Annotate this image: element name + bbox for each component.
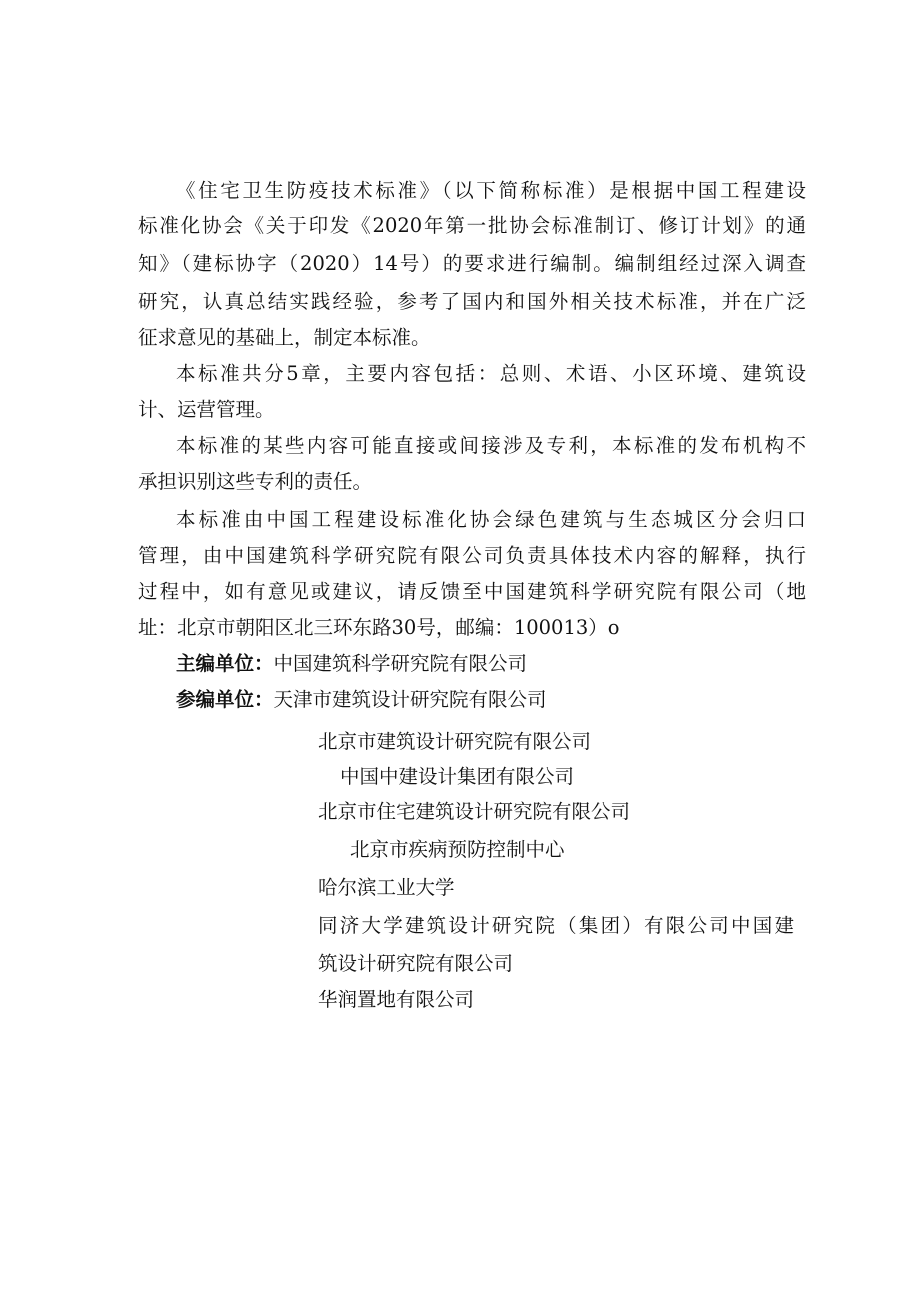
preface-p1-line-3: 知》（建标协字（2020）14号）的要求进行编制。编制组经过深入调查	[138, 252, 806, 275]
chief-editor-value: 中国建筑科学研究院有限公司	[273, 652, 528, 675]
preface-p3-line-1: 本标准的某些内容可能直接或间接涉及专利，本标准的发布机构不	[176, 434, 806, 457]
preface-p4-line-2: 管理，由中国建筑科学研究院有限公司负责具体技术内容的解释，执行	[138, 544, 806, 567]
participant-unit: 中国中建设计集团有限公司	[340, 765, 575, 788]
participant-unit: 同济大学建筑设计研究院（集团）有限公司中国建	[318, 914, 794, 937]
participant-unit: 北京市建筑设计研究院有限公司	[318, 730, 592, 753]
participant-unit: 北京市疾病预防控制中心	[350, 838, 565, 861]
preface-p1-line-2: 标准化协会《关于印发《2020年第一批协会标准制订、修订计划》的通	[138, 214, 806, 237]
participant-row	[176, 690, 547, 710]
participant-unit: 北京市住宅建筑设计研究院有限公司	[318, 800, 631, 823]
participant-unit: 天津市建筑设计研究院有限公司	[273, 688, 547, 711]
chief-editor-row	[176, 654, 527, 674]
preface-p1-line-4: 研究，认真总结实践经验，参考了国内和国外相关技术标准，并在广泛	[138, 290, 806, 313]
preface-p1-line-1: 《住宅卫生防疫技术标准》（以下简称标准）是根据中国工程建设	[176, 179, 806, 202]
chief-editor-label: 主编单位：	[176, 652, 274, 675]
participant-unit: 华润置地有限公司	[318, 988, 475, 1011]
preface-p3-line-2: 承担识别这些专利的责任。	[138, 470, 373, 493]
participant-label: 参编单位：	[176, 688, 274, 711]
preface-p1-line-5: 征求意见的基础上，制定本标准。	[138, 326, 431, 349]
preface-p4-line-3: 过程中，如有意见或建议，请反馈至中国建筑科学研究院有限公司（地	[138, 580, 806, 603]
participant-unit: 哈尔滨工业大学	[318, 876, 455, 899]
preface-p4-line-1: 本标准由中国工程建设标准化协会绿色建筑与生态城区分会归口	[176, 508, 806, 531]
preface-p2-line-1: 本标准共分5章，主要内容包括：总则、术语、小区环境、建筑设	[176, 362, 806, 385]
participant-unit: 筑设计研究院有限公司	[318, 952, 514, 975]
preface-p4-line-4: 址：北京市朝阳区北三环东路30号，邮编：100013）o	[138, 616, 620, 639]
preface-p2-line-2: 计、运营管理。	[138, 398, 275, 421]
